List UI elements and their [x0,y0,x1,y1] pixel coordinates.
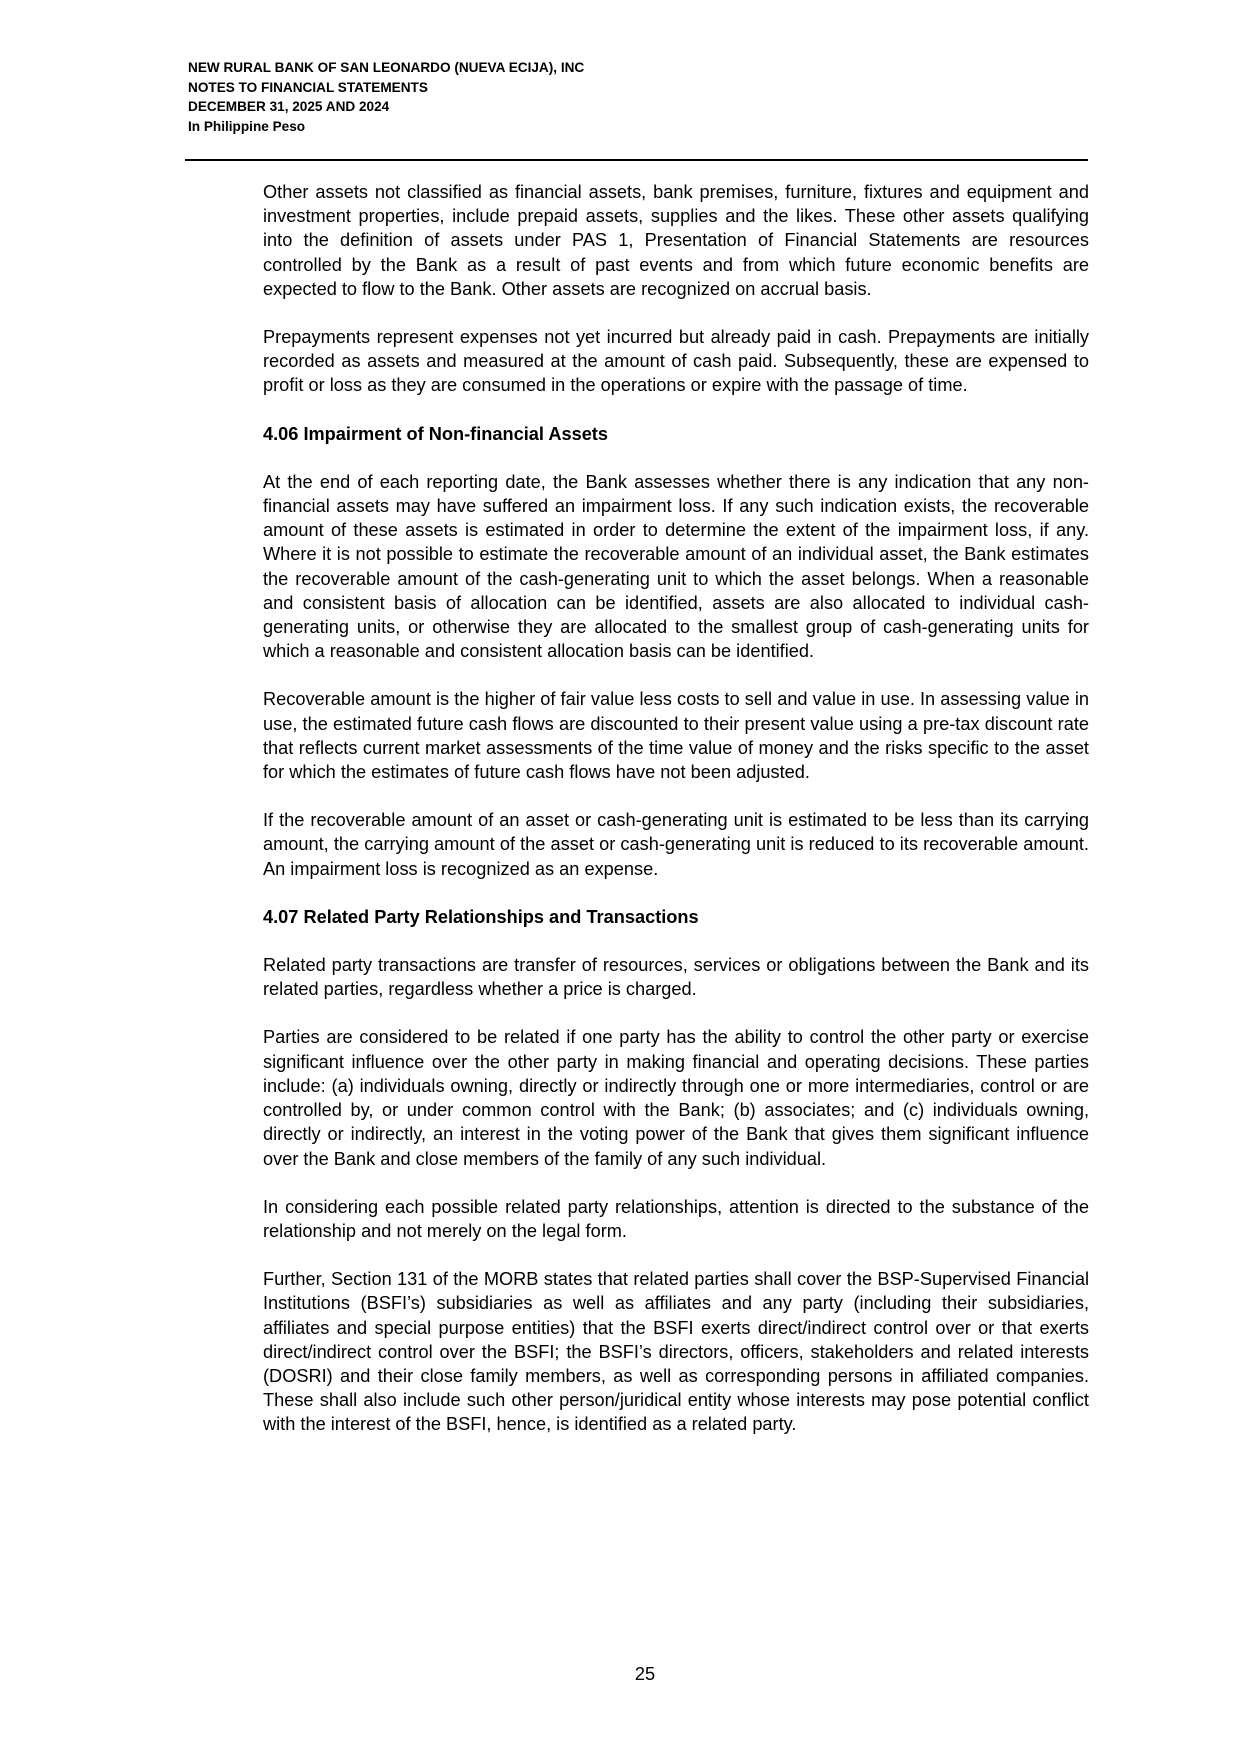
currency-note: In Philippine Peso [188,118,306,134]
paragraph-impairment-assessment: At the end of each reporting date, the Bank assesses whether there is any indication that any non-financial assets may have suffered an impairment loss. If any such indication exists, the recoverable amount of these assets is estimated in order to determine the extent of the impairment loss, if any. Where it is not possible to estimate the recoverable amount of an individual asset, the Bank estimates the recoverable amount of the cash-generating unit to which the asset belongs. When a reasonable and consistent basis of allocation can be identified, assets are also allocated to individual cash-generating units, or otherwise they are allocated to the smallest group of cash-generating units for which a reasonable and consistent allocation basis can be identified. [263,471,1089,662]
paragraph-impairment-loss: If the recoverable amount of an asset or cash-generating unit is estimated to be less than its carrying amount, the carrying amount of the asset or cash-generating unit is reduced to its recoverable amount. An impairment loss is recognized as an expense. [263,810,1089,879]
reporting-period: DECEMBER 31, 2025 AND 2024 [188,99,390,114]
page-body [263,180,1089,1461]
header-divider [185,159,1088,161]
paragraph-related-party-substance: In considering each possible related party relationships, attention is directed to the substance of the relationship and not merely on the legal form. [263,1196,1089,1241]
page-number: 25 [634,1664,656,1684]
document-title: NOTES TO FINANCIAL STATEMENTS [188,79,428,95]
paragraph-other-assets: Other assets not classified as financial assets, bank premises, furniture, fixtures and equipment and investment properties, include prepaid assets, supplies and the likes. These other assets qualifying into the definition of assets under PAS 1, Presentation of Financial Statements are resources controlled by the Bank as a result of past events and from which future economic benefits are expected to flow to the Bank. Other assets are recognized on accrual basis. [263,182,1089,299]
paragraph-morb-section-131: Further, Section 131 of the MORB states that related parties shall cover the BSP-Supervised Financial Institutions (BSFI’s) subsidiaries as well as affiliates and any party (including their subsidiaries, affiliates and special purpose entities) that the BSFI exerts direct/indirect control over or that exerts direct/indirect control over the BSFI; the BSFI’s directors, officers, stakeholders and related interests (DOSRI) and their close family members, as well as corresponding persons in affiliated companies. These shall also include such other person/juridical entity whose interests may pose potential conflict with the interest of the BSFI, hence, is identified as a related party. [263,1269,1089,1435]
paragraph-related-party-definition: Parties are considered to be related if one party has the ability to control the other party or exercise significant influence over the other party in making financial and operating decisions. These parties include: (a) individuals owning, directly or indirectly through one or more intermediaries, control or are controlled by, or under common control with the Bank; (b) associates; and (c) individuals owning, directly or indirectly, an interest in the voting power of the Bank that gives them significant influence over the Bank and close members of the family of any such individual. [263,1027,1089,1169]
document-header [188,58,584,136]
section-heading-related-party: 4.07 Related Party Relationships and Transactions [263,906,699,927]
paragraph-prepayments: Prepayments represent expenses not yet incurred but already paid in cash. Prepayments are initially recorded as assets and measured at the amount of cash paid. Subsequently, these are expensed to profit or loss as they are consumed in the operations or expire with the passage of time. [263,327,1089,396]
paragraph-recoverable-amount: Recoverable amount is the higher of fair value less costs to sell and value in use. In assessing value in use, the estimated future cash flows are discounted to their present value using a pre-tax discount rate that reflects current market assessments of the time value of money and the risks specific to the asset for which the estimates of future cash flows have not been adjusted. [263,689,1089,783]
company-name: NEW RURAL BANK OF SAN LEONARDO (NUEVA ECIJA), INC [188,60,585,75]
paragraph-related-party-transactions: Related party transactions are transfer of resources, services or obligations between the Bank and its related parties, regardless whether a price is charged. [263,955,1089,1000]
section-heading-impairment: 4.06 Impairment of Non-financial Assets [263,423,608,444]
